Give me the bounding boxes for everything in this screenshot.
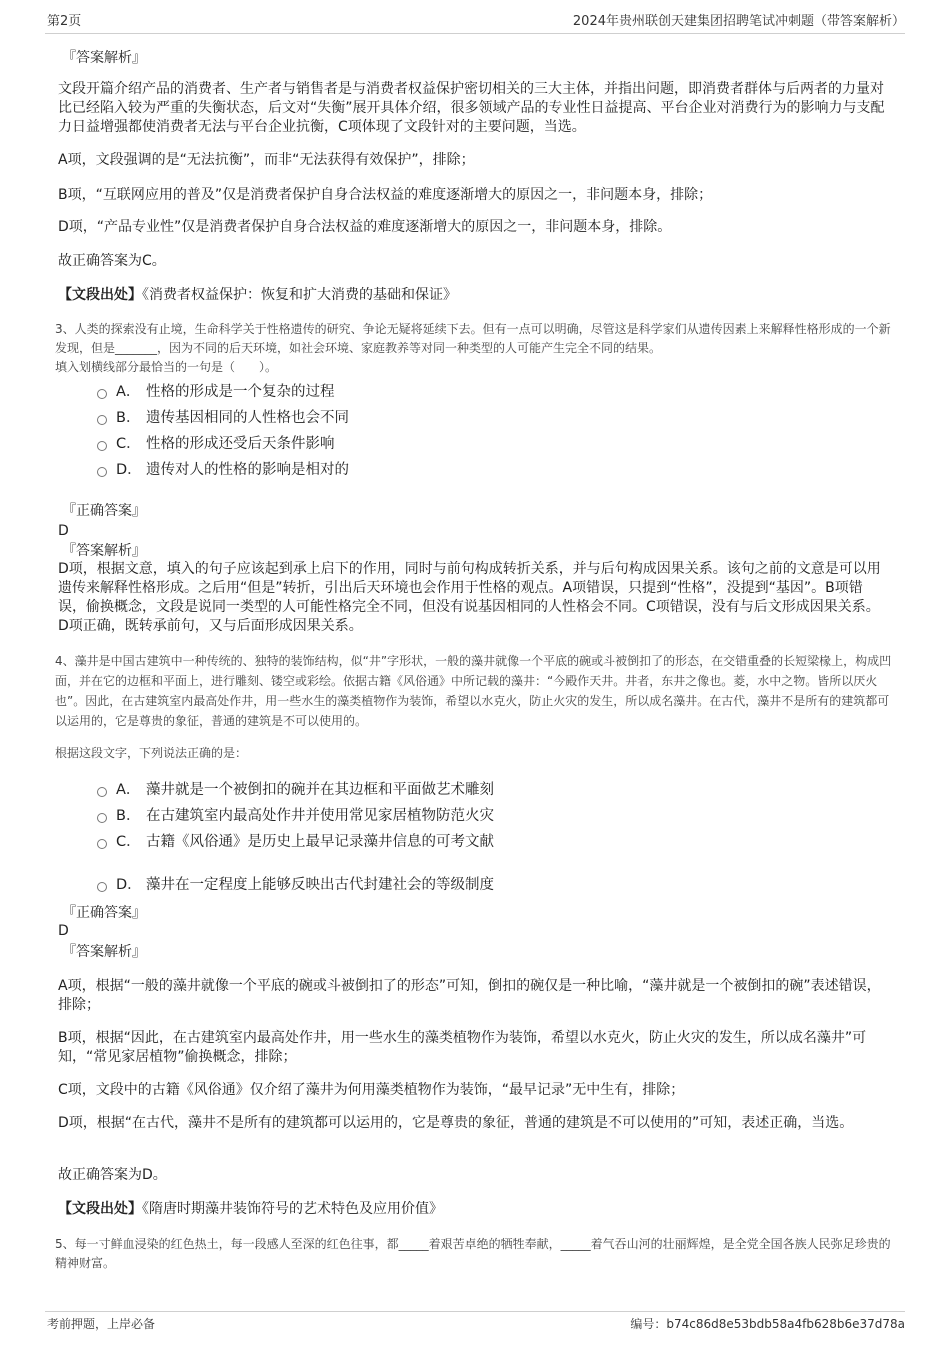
q4-option-a[interactable]	[97, 780, 494, 800]
option-text: 遗传对人的性格的影响是相对的	[146, 462, 349, 478]
q2-analysis-option-b: B项，“互联网应用的普及”仅是消费者保护自身合法权益的难度逐渐增大的原因之一，非问题本身，排除；	[58, 187, 713, 203]
radio-icon[interactable]	[97, 839, 107, 849]
option-text: 性格的形成是一个复杂的过程	[146, 384, 335, 400]
q2-analysis-option-a: A项，文段强调的是“无法抗衡”，而非“无法获得有效保护”，排除；	[58, 152, 475, 168]
option-letter: B．	[116, 808, 141, 824]
q2-analysis-option-d: D项，“产品专业性”仅是消费者保护自身合法权益的难度逐渐增大的原因之一，非问题本身，排除。	[58, 219, 672, 235]
q4-source	[58, 1200, 443, 1219]
q3-option-a[interactable]	[97, 382, 335, 402]
q4-option-b[interactable]	[97, 806, 494, 826]
q2-source	[58, 286, 457, 305]
header-divider	[45, 33, 905, 34]
document-title: 2024年贵州联创天建集团招聘笔试冲刺题（带答案解析）	[572, 14, 905, 29]
q4-analysis-option-b: B项，根据“因此，在古建筑室内最高处作井，用一些水生的藻类植物作为装饰，希望以水克火，防止火灾的发生，所以成名藻井”可知，“常见家居植物”偷换概念，排除；	[58, 1030, 867, 1065]
q4-analysis-label: 『答案解析』	[62, 944, 146, 960]
q3-option-c[interactable]	[97, 434, 335, 454]
q3-analysis: D项，根据文意，填入的句子应该起到承上启下的作用，同时与前句构成转折关系，并与后句构成因果关系。该句之前的文意是可以用遗传来解释性格形成。之后用“但是”转折，引出后天环境也会作用于性格的观点。A项错误，只提到“性格”，没提到“基因”。B项错误，偷换概念，文段是说同一类型的人可能性格完全不同，但没有说基因相同的人性格会不同。C项错误，没有与后文形成因果关系。D项正确，既转承前句，又与后面形成因果关系。	[58, 561, 881, 634]
q4-source-text: 《隋唐时期藻井装饰符号的艺术特色及应用价值》	[142, 1201, 443, 1217]
page-number: 第2页	[47, 14, 82, 29]
option-text: 遗传基因相同的人性格也会不同	[146, 410, 349, 426]
radio-icon[interactable]	[97, 441, 107, 451]
page-header	[0, 10, 950, 32]
option-text: 藻井在一定程度上能够反映出古代封建社会的等级制度	[146, 877, 494, 893]
q4-conclusion: 故正确答案为D。	[58, 1167, 167, 1183]
q3-answer-label: 『正确答案』	[62, 503, 146, 519]
q2-source-text: 《消费者权益保护：恢复和扩大消费的基础和保证》	[142, 287, 457, 303]
option-letter: D．	[116, 877, 142, 893]
option-letter: A．	[116, 782, 141, 798]
q5-stem: 5、每一寸鲜血浸染的红色热土，每一段感人至深的红色往事，都_____着艰苦卓绝的牺牲奉献，_____着气吞山河的壮丽辉煌，是全党全国各族人民弥足珍贵的精神财富。	[55, 1237, 891, 1270]
option-text: 在古建筑室内最高处作井并使用常见家居植物防范火灾	[146, 808, 494, 824]
option-text: 藻井就是一个被倒扣的碗并在其边框和平面做艺术雕刻	[146, 782, 494, 798]
radio-icon[interactable]	[97, 882, 107, 892]
q4-stem: 4、藻井是中国古建筑中一种传统的、独特的装饰结构，似“井”字形状，一般的藻井就像一个平底的碗或斗被倒扣了的形态，在交错重叠的长短梁椽上，构成凹面，并在它的边框和平面上，进行雕刻、镂空或彩绘。依据古籍《风俗通》中所记载的藻井：“今殿作天井。井者，东井之像也。菱，水中之物。皆所以厌火也”。因此，在古建筑室内最高处作井，用一些水生的藻类植物作为装饰，希望以水克火，防止火灾的发生，所以成名藻井。在古代，藻井不是所有的建筑都可以运用的，它是尊贵的象征，普通的建筑是不可以使用的。	[55, 654, 892, 728]
option-letter: A．	[116, 384, 141, 400]
radio-icon[interactable]	[97, 415, 107, 425]
q2-source-label: 【文段出处】	[58, 287, 142, 303]
document-code: 编号：b74c86d8e53bdb58a4fb628b6e37d78a	[630, 1317, 905, 1331]
option-letter: D．	[116, 462, 142, 478]
radio-icon[interactable]	[97, 787, 107, 797]
q4-analysis-option-d: D项，根据“在古代，藻井不是所有的建筑都可以运用的，它是尊贵的象征，普通的建筑是不可以使用的”可知，表述正确，当选。	[58, 1115, 854, 1131]
q4-option-d[interactable]	[97, 875, 494, 895]
q3-prompt: 填入划横线部分最恰当的一句是（ ）。	[55, 360, 278, 374]
q3-stem: 3、人类的探索没有止境，生命科学关于性格遗传的研究、争论无疑将延续下去。但有一点可以明确，尽管这是科学家们从遗传因素上来解释性格形成的一个新发现，但是_______，因为不同的后天环境，如社会环境、家庭教养等对同一种类型的人可能产生完全不同的结果。	[55, 322, 891, 355]
q3-analysis-label: 『答案解析』	[62, 543, 146, 559]
q3-answer: D	[58, 523, 69, 539]
q3-option-d[interactable]	[97, 460, 349, 480]
option-letter: B．	[116, 410, 141, 426]
q3-option-b[interactable]	[97, 408, 349, 428]
option-text: 性格的形成还受后天条件影响	[146, 436, 335, 452]
option-text: 古籍《风俗通》是历史上最早记录藻井信息的可考文献	[146, 834, 494, 850]
option-letter: C．	[116, 834, 141, 850]
footer-slogan: 考前押题，上岸必备	[47, 1317, 156, 1331]
radio-icon[interactable]	[97, 813, 107, 823]
q2-analysis-label: 『答案解析』	[62, 50, 146, 66]
radio-icon[interactable]	[97, 389, 107, 399]
q4-analysis-option-c: C项，文段中的古籍《风俗通》仅介绍了藻井为何用藻类植物作为装饰，“最早记录”无中生有，排除；	[58, 1082, 685, 1098]
option-letter: C．	[116, 436, 141, 452]
q4-analysis-option-a: A项，根据“一般的藻井就像一个平底的碗或斗被倒扣了的形态”可知，倒扣的碗仅是一种比喻，“藻井就是一个被倒扣的碗”表述错误，排除；	[58, 978, 881, 1013]
q4-option-c[interactable]	[97, 832, 494, 852]
q4-source-label: 【文段出处】	[58, 1201, 142, 1217]
footer-divider	[45, 1311, 905, 1312]
q4-answer-label: 『正确答案』	[62, 905, 146, 921]
q4-prompt: 根据这段文字，下列说法正确的是：	[55, 746, 248, 760]
q4-answer: D	[58, 923, 69, 939]
q2-analysis-paragraph: 文段开篇介绍产品的消费者、生产者与销售者是与消费者权益保护密切相关的三大主体，并指出问题，即消费者群体与后两者的力量对比已经陷入较为严重的失衡状态，后文对“失衡”展开具体介绍，很多领域产品的专业性日益提高、平台企业对消费行为的影响力与支配力日益增强都使消费者无法与平台企业抗衡，C项体现了文段针对的主要问题，当选。	[58, 81, 885, 135]
q2-conclusion: 故正确答案为C。	[58, 253, 166, 269]
radio-icon[interactable]	[97, 467, 107, 477]
